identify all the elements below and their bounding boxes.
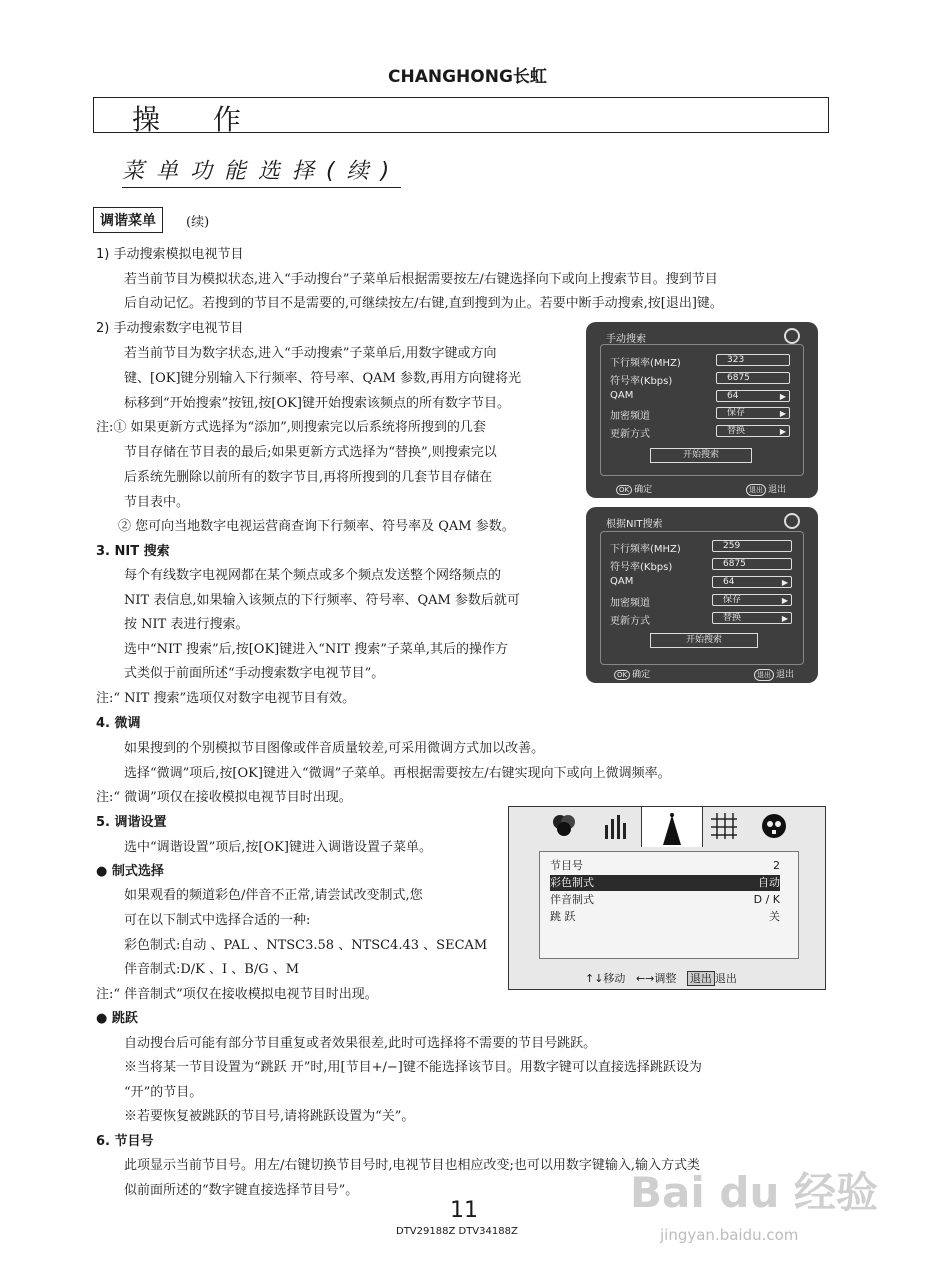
symbol-rate-field[interactable]: 6875 bbox=[712, 558, 792, 570]
row-label: 加密频道 bbox=[610, 598, 650, 609]
row-label: 下行频率(MHZ) bbox=[610, 544, 681, 555]
panel-title: 根据NIT搜索 bbox=[606, 519, 663, 530]
ok-text: 确定 bbox=[634, 485, 653, 495]
menu-continued: (续) bbox=[186, 215, 210, 230]
right-arrow-icon: ▶ bbox=[781, 596, 788, 605]
bullet2-text-1: 自动搜台后可能有部分节目重复或者效果很差,此时可选择将不需要的节目号跳跃。 bbox=[124, 1036, 597, 1051]
panel-footer-exit bbox=[746, 482, 786, 496]
update-mode-value: 替换 bbox=[723, 613, 742, 623]
item4-text-2: 选择“微调”项后,按[OK]键进入“微调”子菜单。再根据需要按左/右键实现向下或向上微调频率。 bbox=[124, 766, 671, 781]
grid-icon[interactable] bbox=[709, 811, 739, 841]
baidu-watermark bbox=[620, 1150, 920, 1260]
item2-text-3: 标移到“开始搜索”按钮,按[OK]键开始搜索该频点的所有数字节目。 bbox=[124, 396, 510, 411]
encrypted-select[interactable] bbox=[716, 407, 790, 419]
subtitle: 菜单功能选择(续) bbox=[122, 154, 401, 188]
right-arrow-icon: ▶ bbox=[779, 409, 786, 418]
row-label: 符号率(Kbps) bbox=[610, 562, 673, 573]
item-label: 彩色制式 bbox=[550, 876, 594, 889]
ok-text: 确定 bbox=[632, 670, 651, 680]
note1-text-1: 注:① 如果更新方式选择为“添加”,则搜索完以后系统将所搜到的几套 bbox=[96, 420, 486, 435]
item3-text-5: 式类似于前面所述“手动搜索数字电视节目”。 bbox=[124, 666, 385, 681]
item3-text-1: 每个有线数字电视网都在某个频点或多个频点发送整个网络频点的 bbox=[124, 568, 502, 583]
watermark-url: jingyan.baidu.com bbox=[660, 1226, 799, 1244]
item-label: 伴音制式 bbox=[550, 893, 594, 906]
item1-text-2: 后自动记忆。若搜到的节目不是需要的,可继续按左/右键,直到搜到为止。若要中断手动搜索,按[退出]键。 bbox=[124, 296, 723, 311]
item2-text-2: 键、[OK]键分别输入下行频率、符号率、QAM 参数,再用方向键将光 bbox=[124, 371, 522, 386]
item6-text-2: 似前面所述的“数字键直接选择节目号”。 bbox=[124, 1183, 359, 1198]
item4-heading: 4. 微调 bbox=[96, 716, 141, 731]
panel-title: 手动搜索 bbox=[606, 334, 646, 345]
item4-text-1: 如果搜到的个别模拟节目图像或伴音质量较差,可采用微调方式加以改善。 bbox=[124, 741, 545, 756]
qam-select[interactable] bbox=[712, 576, 792, 588]
item5-text-1: 选中“调谐设置”项后,按[OK]键进入调谐设置子菜单。 bbox=[124, 840, 432, 855]
exit-key-icon: 退出 bbox=[687, 971, 715, 986]
exit-key-icon: 退出 bbox=[746, 484, 766, 496]
item3-text-4: 选中“NIT 搜索”后,按[OK]键进入“NIT 搜索”子菜单,其后的操作方 bbox=[124, 642, 508, 657]
start-search-button[interactable]: 开始搜索 bbox=[650, 633, 758, 648]
note3: 注:“ 微调”项仅在接收模拟电视节目时出现。 bbox=[96, 790, 352, 805]
item-value: 2 bbox=[773, 859, 780, 872]
update-mode-value: 替换 bbox=[727, 426, 746, 436]
right-arrow-icon: ▶ bbox=[781, 614, 788, 623]
right-arrow-icon: ▶ bbox=[781, 578, 788, 587]
exit-key-icon: 退出 bbox=[754, 669, 774, 681]
bullet1-heading: ● 制式选择 bbox=[96, 864, 164, 879]
note2: 注:“ NIT 搜索”选项仅对数字电视节目有效。 bbox=[96, 691, 356, 706]
bullet1-text-1: 如果观看的频道彩色/伴音不正常,请尝试改变制式,您 bbox=[124, 888, 423, 903]
bullet2-text-3: “开”的节目。 bbox=[124, 1085, 203, 1100]
manual-search-panel bbox=[586, 322, 818, 498]
item1-heading: 1) 手动搜索模拟电视节目 bbox=[96, 247, 244, 262]
list-item[interactable] bbox=[550, 909, 780, 925]
section-title-box bbox=[93, 97, 829, 136]
magnifier-icon bbox=[784, 513, 800, 529]
row-label: 符号率(Kbps) bbox=[610, 376, 673, 387]
row-label: 下行频率(MHZ) bbox=[610, 358, 681, 369]
row-label: QAM bbox=[610, 576, 634, 587]
footer-move: ↑↓移动 bbox=[585, 972, 626, 985]
encrypted-value: 保存 bbox=[727, 408, 746, 418]
qam-value: 64 bbox=[723, 577, 735, 587]
note1-text-2: 节目存储在节目表的最后;如果更新方式选择为“替换”,则搜索完以 bbox=[124, 445, 497, 460]
section-title: 操 作 bbox=[132, 103, 263, 136]
item2-heading: 2) 手动搜索数字电视节目 bbox=[96, 321, 244, 336]
setup-footer bbox=[585, 970, 737, 986]
list-item-selected[interactable] bbox=[550, 875, 780, 891]
right-arrow-icon: ▶ bbox=[779, 392, 786, 401]
qam-select[interactable] bbox=[716, 390, 790, 402]
row-label: QAM bbox=[610, 390, 634, 401]
item1-text-1: 若当前节目为模拟状态,进入“手动搜台”子菜单后根据需要按左/右键选择向下或向上搜索节目。搜到节目 bbox=[124, 272, 718, 287]
footer-adjust: ←→调整 bbox=[635, 972, 677, 985]
bullet1-text-2: 可在以下制式中选择合适的一种: bbox=[124, 913, 311, 928]
bullet2-text-2: ※当将某一节目设置为“跳跃 开”时,用[节目+/−]键不能选择该节目。用数字键可以直接选择跳跃设为 bbox=[124, 1060, 702, 1075]
list-item[interactable] bbox=[550, 858, 780, 874]
model-number: DTV29188Z DTV34188Z bbox=[396, 1226, 518, 1237]
item6-heading: 6. 节目号 bbox=[96, 1134, 154, 1149]
item-value: 关 bbox=[769, 910, 780, 923]
row-label: 更新方式 bbox=[610, 429, 650, 440]
brand-logo: CHANGHONG长虹 bbox=[388, 67, 547, 87]
setup-list bbox=[539, 851, 799, 959]
exit-text: 退出 bbox=[768, 485, 787, 495]
watermark-brand: Bai du 经验 bbox=[630, 1168, 878, 1217]
start-search-button[interactable]: 开始搜索 bbox=[650, 448, 752, 463]
item-label: 跳 跃 bbox=[550, 910, 576, 923]
exit-text: 退出 bbox=[776, 670, 795, 680]
ok-key-icon: OK bbox=[614, 670, 630, 680]
bullet2-heading: ● 跳跃 bbox=[96, 1011, 138, 1026]
update-mode-select[interactable] bbox=[716, 425, 790, 437]
item-label: 节目号 bbox=[550, 859, 583, 872]
tuning-setup-panel bbox=[508, 806, 826, 990]
qam-value: 64 bbox=[727, 391, 739, 401]
update-mode-select[interactable] bbox=[712, 612, 792, 624]
row-label: 更新方式 bbox=[610, 616, 650, 627]
item-value: 自动 bbox=[758, 876, 780, 889]
antenna-icon[interactable] bbox=[657, 811, 687, 841]
item5-heading: 5. 调谐设置 bbox=[96, 815, 167, 830]
picture-icon[interactable] bbox=[549, 811, 579, 841]
page-number: 11 bbox=[450, 1198, 478, 1223]
item3-heading: 3. NIT 搜索 bbox=[96, 544, 170, 559]
note1-text-5: ② 您可向当地数字电视运营商查询下行频率、符号率及 QAM 参数。 bbox=[118, 519, 515, 534]
panel-footer-ok bbox=[614, 667, 650, 680]
bullet1-text-3: 彩色制式:自动 、PAL 、NTSC3.58 、NTSC4.43 、SECAM bbox=[124, 938, 488, 953]
row-label: 加密频道 bbox=[610, 411, 650, 422]
sound-icon[interactable] bbox=[601, 811, 631, 841]
note1-text-4: 节目表中。 bbox=[124, 495, 190, 510]
item-value: D / K bbox=[753, 893, 780, 906]
ok-key-icon: OK bbox=[616, 485, 632, 495]
nit-search-panel bbox=[586, 507, 818, 683]
item2-text-1: 若当前节目为数字状态,进入“手动搜索”子菜单后,用数字键或方向 bbox=[124, 346, 497, 361]
item3-text-3: 按 NIT 表进行搜索。 bbox=[124, 617, 249, 632]
list-item[interactable] bbox=[550, 892, 780, 908]
footer-exit: 退出 bbox=[714, 972, 737, 985]
panel-footer-ok bbox=[616, 482, 652, 495]
item6-text-1: 此项显示当前节目号。用左/右键切换节目号时,电视节目也相应改变;也可以用数字键输入,输入方式类 bbox=[124, 1158, 701, 1173]
encrypted-select[interactable] bbox=[712, 594, 792, 606]
item3-text-2: NIT 表信息,如果输入该频点的下行频率、符号率、QAM 参数后就可 bbox=[124, 593, 520, 608]
bullet2-text-4: ※若要恢复被跳跃的节目号,请将跳跃设置为“关”。 bbox=[124, 1109, 415, 1124]
frequency-field[interactable]: 323 bbox=[716, 354, 790, 366]
menu-label: 调谐菜单 bbox=[93, 207, 163, 233]
encrypted-value: 保存 bbox=[723, 595, 742, 605]
menu-icon-bar bbox=[509, 807, 825, 847]
bullet1-text-4: 伴音制式:D/K 、I 、B/G 、M bbox=[124, 962, 300, 977]
magnifier-icon bbox=[784, 328, 800, 344]
frequency-field[interactable]: 259 bbox=[712, 540, 792, 552]
note4: 注:“ 伴音制式”项仅在接收模拟电视节目时出现。 bbox=[96, 987, 378, 1002]
note1-text-3: 后系统先删除以前所有的数字节目,再将所搜到的几套节目存储在 bbox=[124, 470, 493, 485]
symbol-rate-field[interactable]: 6875 bbox=[716, 372, 790, 384]
function-icon[interactable] bbox=[759, 811, 789, 841]
panel-footer-exit bbox=[754, 667, 794, 681]
right-arrow-icon: ▶ bbox=[779, 427, 786, 436]
